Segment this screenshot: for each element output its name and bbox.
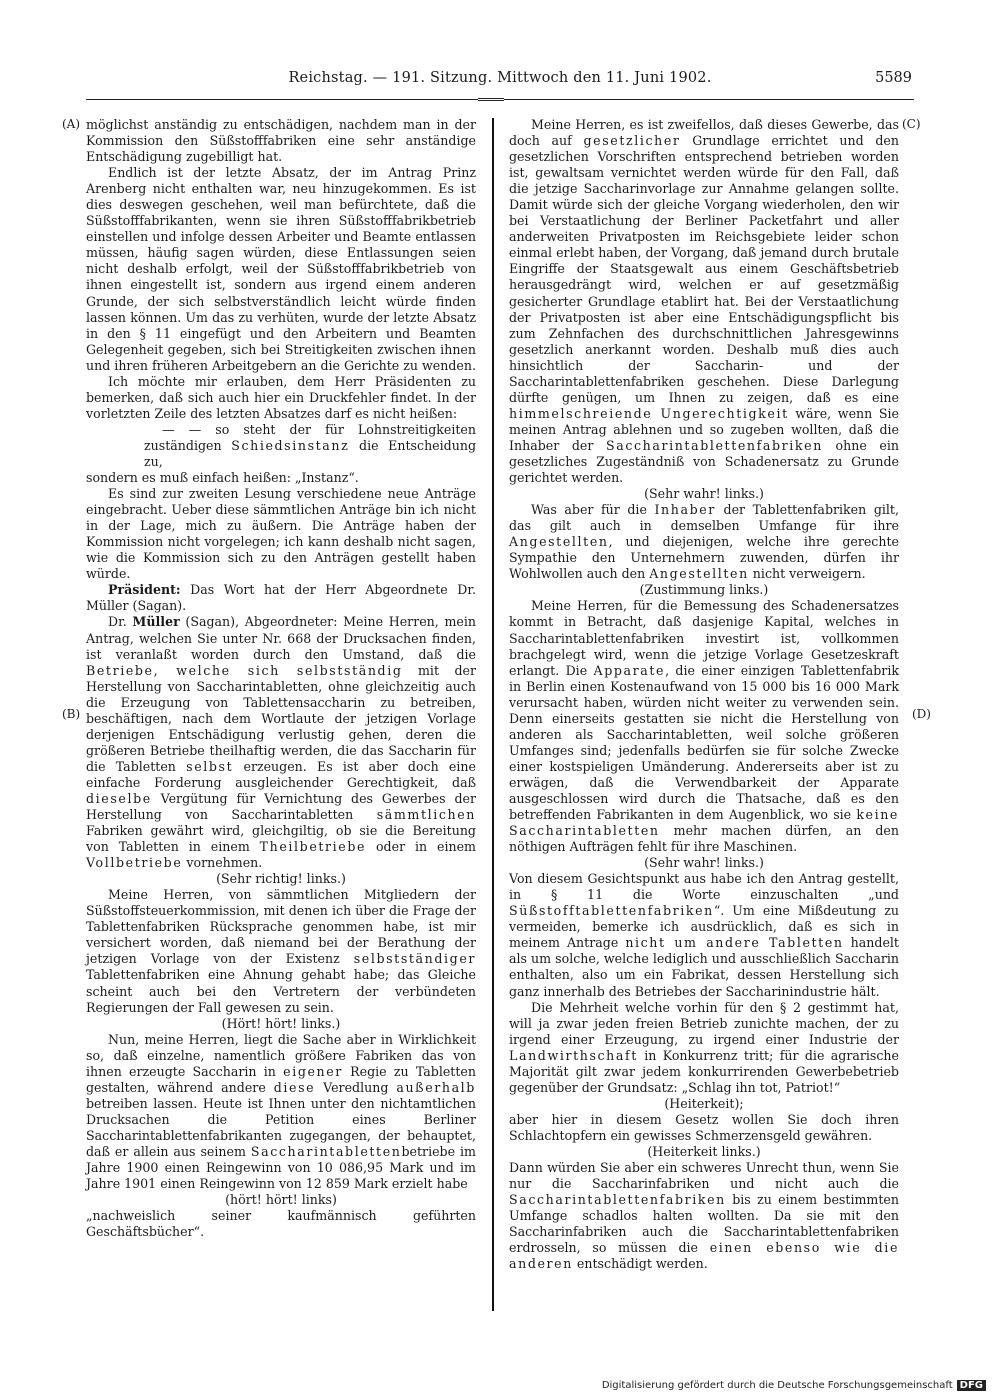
emphasis: keine Saccharintabletten (509, 807, 899, 839)
paragraph: Endlich ist der letzte Absatz, der im Antrag Prinz Arenberg nicht enthalten war, neu hinzugekommen. Es ist dies deswegen geschehen, weil man befürchtete, daß die Süßstofffabrikanten, wenn sie ihren Süßstofffabrikbetrieb einstellen und infolge dessen Arbeiter und Beamte entlassen müssen, häufig sagen würden, diese Entlassungen seien nicht deshalb erfolgt, weil der Süßstofffabrikbetrieb von ihnen eingestellt ist, sondern aus irgend einem anderen Grunde, der sich selbstverständlich leicht würde finden lassen können. Um das zu verhüten, wurde der letzte Absatz in den § 11 eingefügt und den Arbeitern und Beamten Gelegenheit gegeben, sich bei Streitigkeiten zwischen ihnen und ihren früheren Arbeitgebern an die Gerichte zu wenden. (86, 165, 476, 373)
paragraph: Ich möchte mir erlauben, dem Herr Präsidenten zu bemerken, daß sich auch hier ein Druckfehler findet. In der vorletzten Zeile des letzten Absatzes darf es nicht heißen: (86, 373, 476, 421)
emphasis: Angestellten (649, 566, 749, 582)
paragraph: möglichst anständig zu entschädigen, nachdem man in der Kommission den Süßstofffabriken eine sehr anständige Entschädigung zugebilligt hat. (86, 117, 476, 165)
speech-text: Vergütung für Vernichtung des Gewerbes der Herstellung von Saccharintabletten (86, 790, 476, 823)
speech-text: mit der Herstellung von Saccharintabletten, ohne gleichzeitig auch die Erzeugung von Tablettensaccharin zu betreiben, beschäftigen, nach dem Wortlaute der jetzigen Vorlage derjenigen Entschädigung verlustig gehen, deren die größeren Betriebe theilhaftig werden, die das Saccharin für die Tabletten (86, 662, 476, 774)
speech-text: bis zu einem bestimmten Umfange schadlos halten wollten. Da sie mit den Saccharinfabriken auch die Saccharintablettenfabriken erdrosseln, so müssen die (509, 1192, 899, 1256)
left-column (86, 117, 476, 1240)
page-header (0, 70, 1000, 92)
speech-text: vornehmen. (182, 855, 263, 871)
speech-text: Tablettenfabriken eine Ahnung gehabt habe; das Gleiche scheint auch bei den Vertretern der verbündeten Regierungen der Fall gewesen zu sein. (86, 967, 476, 1015)
speech-text: Das Wort hat der Herr Abgeordnete Dr. Müller (Sagan). (86, 582, 476, 614)
margin-marker-a: (A) (62, 117, 81, 131)
emphasis: nicht um andere Tabletten (625, 935, 844, 951)
speech-text: betriebe im Jahre 1900 einen Reingewinn von 10 086,95 Mark und im Jahre 1901 einen Reingewinn von 12 859 Mark erzielt habe (86, 1144, 476, 1192)
emphasis: Angestellten (509, 534, 609, 550)
paragraph (509, 502, 899, 582)
speaker-title: Dr. (108, 614, 133, 630)
speech-text: Was aber für die (531, 502, 655, 518)
running-title: Reichstag. — 191. Sitzung. Mittwoch den 11. Juni 1902. (288, 70, 712, 86)
right-column (509, 117, 899, 1272)
speech-text: ohne ein gesetzliches Zugeständniß von Schadenersatz zu Grunde gerichtet werden. (509, 437, 900, 486)
paragraph: „nachweislich seiner kaufmännisch geführten Geschäftsbücher“. (86, 1208, 476, 1240)
speech-text: oder in einem (366, 839, 476, 855)
paragraph (86, 887, 476, 1015)
speech-text: in Konkurrenz tritt; für die agrarische Majorität gilt zwar jedem konkurrirenden Gewerbebetrieb gegenüber der Grundsatz: „Schlag ihn tot, Patriot!“ (509, 1047, 899, 1095)
reaction: (Sehr richtig! links.) (216, 871, 346, 887)
speech-text: erzeugen. Es ist aber doch eine einfache Forderung ausgleichender Gerechtigkeit, daß (86, 758, 476, 790)
emphasis: Saccharintablettenfabriken (509, 1192, 726, 1208)
emphasis: einen ebenso wie die anderen (509, 1240, 899, 1272)
speech-text: Veredlung (315, 1079, 397, 1095)
speech-text: “. Um eine Mißdeutung zu vermeiden, bemerke ich ausdrücklich, daß es sich in meinem Antrage (509, 903, 899, 951)
speech-text: Meine Herren, von sämmtlichen Mitgliedern der Süßstoffsteuerkommission, mit denen ich über die Frage der Tablettenfabriken Rücksprache genommen habe, ist mir versichert worden, daß niemand bei der Berathung der jetzigen Vorlage von der Existenz (86, 887, 476, 967)
speech-text: entschädigt werden. (572, 1256, 708, 1272)
emphasis: Apparate (593, 662, 666, 678)
header-rule-left (86, 99, 478, 100)
paragraph: Es sind zur zweiten Lesung verschiedene neue Anträge eingebracht. Ueber diese sämmtlichen Anträge bin ich nicht in der Lage, mich zu äußern. Die Anträge haben der Kommission nicht vorgelegen; ich kann deshalb nicht sagen, wie die Kommission sich zu den Anträgen gestellt haben würde. (86, 486, 476, 582)
reaction: (Hört! hört! links.) (221, 1015, 341, 1031)
speech-text: mehr machen dürfen, an den nöthigen Aufträgen fehlt für ihre Maschinen. (509, 823, 899, 855)
speech-text: (Sagan), Abgeordneter: Meine Herren, mein Antrag, welchen Sie unter Nr. 668 der Drucksachen finden, ist veranlaßt worden durch den Umstand, daß die (86, 614, 476, 662)
reaction: (Sehr wahr! links.) (644, 486, 764, 502)
speaker-paragraph (86, 614, 476, 871)
emphasis: Saccharintabletten (250, 1144, 402, 1159)
speech-text: Dann würden Sie aber ein schweres Unrecht thun, wenn Sie nur die Saccharinfabriken und nicht auch die (509, 1160, 899, 1192)
emphasis: dieselbe (86, 790, 152, 806)
paragraph (509, 871, 899, 999)
paragraph (86, 1032, 476, 1192)
speech-text: betreiben lassen. Heute ist Ihnen unter den nichtamtlichen Drucksachen die Petition eines Berliner Saccharintablettenfabrikanten zugegangen, der behauptet, daß er allein aus seinem (86, 1095, 476, 1159)
speech-text: , die einer einzigen Tablettenfabrik in Berlin einen Kostenaufwand von 15 000 bis 16 000 Mark verursacht haben, würden nicht weiter zu verwenden sein. Denn einerseits gestatten sie nicht die Herstellung von anderen als Saccharintabletten, weil solche größeren Umfanges sind; jedenfalls bedürfen sie für solche Zwecke einer kostspieligen Umänderung. Andererseits aber ist zu erwägen, daß die Verwendbarkeit der Apparate ausgeschlossen wird durch die Thatsache, daß es den betreffenden Fabrikanten in dem Augenblick, wo sie (509, 662, 899, 823)
margin-marker-d: (D) (912, 707, 931, 721)
emphasis: himmelschreiende Ungerechtigkeit (509, 405, 789, 421)
speech-text: Regie zu Tabletten gestalten, während andere (86, 1063, 476, 1095)
emphasis: Betriebe, welche sich selbstständig (86, 662, 403, 678)
speech-text: , und diejenigen, welche ihre gerechte Sympathie den Unternehmern zuwenden, dürfen ihr Wohlwollen auch den (509, 534, 899, 582)
speech-text: Von diesem Gesichtspunkt aus habe ich den Antrag gestellt, in § 11 die Worte einzuschalten „und (509, 871, 899, 903)
emphasis: Landwirthschaft (509, 1047, 638, 1063)
paragraph (509, 598, 899, 855)
paragraph (509, 117, 899, 486)
margin-marker-b: (B) (62, 707, 81, 721)
emphasis: selbst (186, 758, 234, 774)
emphasis: Inhaber (654, 502, 716, 518)
paragraph (509, 1000, 899, 1096)
emphasis: Theilbetriebe (259, 839, 367, 855)
paragraph (509, 1160, 899, 1272)
emphasis: sämmtlichen (376, 807, 476, 823)
emphasis: Süßstofftablettenfabriken (509, 903, 714, 919)
speech-text: Grundlage errichtet und den gesetzlichen Vorschriften entsprechend betrieben worden ist, gewaltsam vernichtet werden würde für den Fall, daß die jetzige Saccharinvorlage zur Annahme gelangen sollte. Damit würde sich der gleiche Vorgang wiederholen, den wir bei Verstaatlichung der Berliner Packetfahrt und aller anderweiten Privatposten im Reichsgebiete leider schon einmal erlebt haben, der Vorgang, daß jemand durch brutale Eingriffe der Staatsgewalt aus einem Geschäftsbetrieb herausgedrängt wird, welchen er auf gesetzmäßig gesicherter Grundlage etablirt hat. Bei der Verstaatlichung der Privatposten ist aber eine Entschädigungspflicht bis zum Zehnfachen des durchschnittlichen Jahresgewinns gesetzlich anerkannt worden. Deshalb muß dies auch hinsichtlich der Saccharin- und der Saccharintablettenfabriken geschehen. Diese Darlegung dürfte genügen, um Ihnen zu zeigen, daß es eine (509, 133, 899, 405)
emphasis: Saccharintablettenfabriken (606, 437, 823, 453)
speaker-name: Präsident: (108, 582, 181, 598)
quote-text: die Entscheidung zu, (144, 437, 477, 469)
speech-text: Meine Herren, es ist zweifellos, daß dieses Gewerbe, das doch auf (509, 117, 899, 149)
speech-text: Fabriken gewährt wird, gleichgiltig, ob sie die Bereitung von Tabletten in einem (86, 823, 476, 855)
speech-text: Die Mehrheit welche vorhin für den § 2 gestimmt hat, will ja zwar jeden freien Betrieb zunichte machen, der zu irgend einer Erzeugung, zu irgend einer Industrie der (509, 999, 899, 1047)
speech-text: handelt als um solche, welche lediglich und ausschließlich Saccharin enthalten, also um ein Fabrikat, dessen Herstellung sich ganz innerhalb des Betriebes der Saccharinindustrie hält. (509, 935, 899, 999)
speaker-paragraph (86, 582, 476, 614)
emphasis: Vollbetriebe (86, 855, 183, 871)
quotation (86, 422, 476, 470)
paragraph: sondern es muß einfach heißen: „Instanz“. (86, 470, 359, 486)
speech-text: Meine Herren, für die Bemessung des Schadenersatzes kommt in Betracht, daß dasjenige Kapital, welches in Saccharintablettenfabriken investirt ist, vollkommen brachgelegt wird, wenn die jetzige Vorlage Gesetzeskraft erlangt. Die (509, 598, 899, 678)
digitization-credit (602, 1380, 986, 1391)
emphasis: gesetzlicher (583, 133, 681, 149)
header-rule-right (504, 99, 914, 100)
reaction: (Heiterkeit); (664, 1095, 744, 1111)
reaction: (Sehr wahr! links.) (644, 855, 764, 871)
emphasis: selbstständiger (353, 951, 476, 967)
emphasis: außerhalb (396, 1079, 476, 1095)
quote-text: — — so steht der für Lohnstreitigkeiten zuständigen (144, 421, 476, 453)
emphasis: eigener (283, 1063, 343, 1079)
speech-text: Nun, meine Herren, liegt die Sache aber in Wirklichkeit so, daß einzelne, namentlich größere Fabriken das von ihnen erzeugte Saccharin in (86, 1031, 476, 1079)
quote-emphasis: Schiedsinstanz (231, 437, 350, 453)
speaker-name: Müller (132, 614, 180, 630)
dfg-logo: DFG (957, 1380, 986, 1391)
reaction: (Heiterkeit links.) (647, 1144, 761, 1159)
speech-text: nicht verweigern. (748, 566, 866, 582)
column-divider (492, 118, 494, 1311)
reaction: (Zustimmung links.) (639, 582, 769, 598)
speech-text: der Tablettenfabriken gilt, das gilt auch in demselben Umfange für ihre (509, 502, 899, 534)
emphasis: diese (273, 1079, 316, 1095)
margin-marker-c: (C) (902, 117, 921, 131)
credit-text: Digitalisierung gefördert durch die Deutsche Forschungsgemeinschaft (601, 1380, 953, 1391)
paragraph: aber hier in diesem Gesetz wollen Sie doch ihren Schlachtopfern ein gewisses Schmerzensgeld gewähren. (509, 1111, 899, 1143)
header-rule-center (478, 98, 504, 101)
page-number: 5589 (875, 70, 912, 86)
reaction: (hört! hört! links) (225, 1192, 337, 1208)
speech-text: wäre, wenn Sie meinen Antrag ablehnen und so zugeben wollten, daß die Inhaber der (509, 405, 899, 453)
